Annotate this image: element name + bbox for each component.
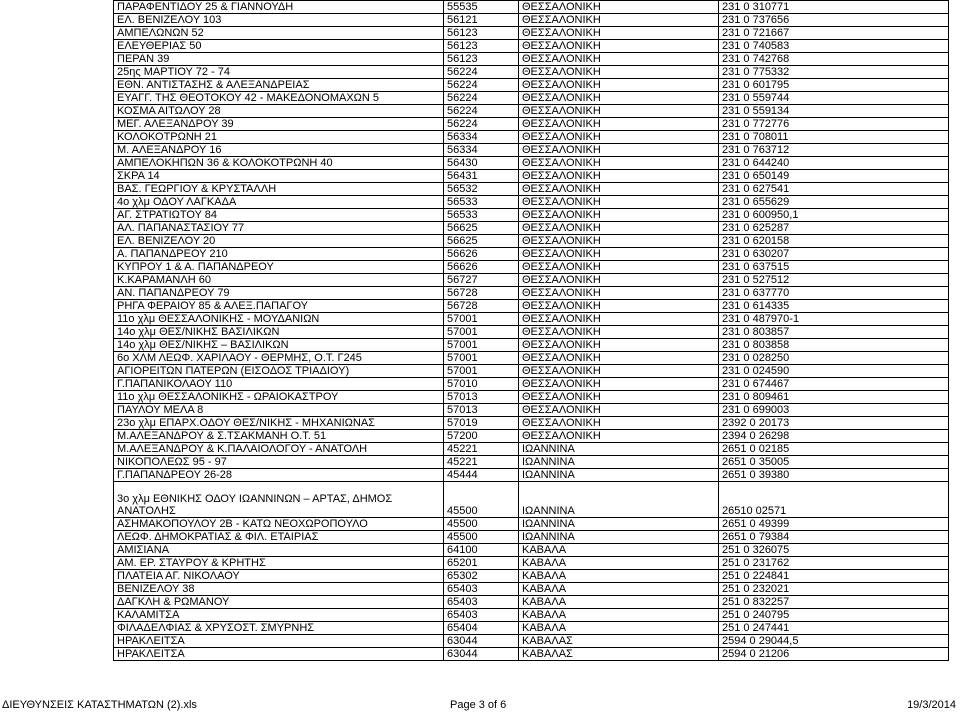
phone-cell: 251 0 832257 [719, 596, 949, 609]
postal-code-cell: 56727 [444, 274, 519, 287]
phone-cell: 231 0 809461 [719, 391, 949, 404]
address-cell: Μ.ΑΛΕΞΑΝΔΡΟΥ & Σ.ΤΣΑΚΜΑΝΗ Ο.Τ. 51 [114, 430, 444, 443]
address-cell: ΗΡΑΚΛΕΙΤΣΑ [114, 648, 444, 661]
city-cell: ΘΕΣΣΑΛΟΝΙΚΗ [519, 14, 719, 27]
city-cell: ΘΕΣΣΑΛΟΝΙΚΗ [519, 118, 719, 131]
postal-code-cell: 65404 [444, 622, 519, 635]
phone-cell: 251 0 247441 [719, 622, 949, 635]
postal-code-cell: 45444 [444, 469, 519, 482]
postal-code-cell: 56123 [444, 27, 519, 40]
phone-cell: 231 0 637770 [719, 287, 949, 300]
phone-cell: 231 0 527512 [719, 274, 949, 287]
table-row [114, 378, 949, 391]
table-row [114, 131, 949, 144]
address-cell: ΗΡΑΚΛΕΙΤΣΑ [114, 635, 444, 648]
postal-code-cell: 56430 [444, 157, 519, 170]
postal-code-cell: 57001 [444, 326, 519, 339]
address-cell: ΚΟΣΜΑ ΑΙΤΩΛΟΥ 28 [114, 105, 444, 118]
table-row [114, 482, 949, 518]
postal-code-cell: 57001 [444, 352, 519, 365]
city-cell: ΘΕΣΣΑΛΟΝΙΚΗ [519, 287, 719, 300]
footer-page-number: Page 3 of 6 [450, 699, 507, 711]
table-row [114, 596, 949, 609]
table-row [114, 261, 949, 274]
phone-cell: 231 0 772776 [719, 118, 949, 131]
address-cell: ΜΕΓ. ΑΛΕΞΑΝΔΡΟΥ 39 [114, 118, 444, 131]
footer-filename: ΔΙΕΥΘΥΝΣΕΙΣ ΚΑΤΑΣΤΗΜΑΤΩΝ (2).xls [2, 699, 197, 711]
address-cell: ΕΛ. ΒΕΝΙΖΕΛΟΥ 20 [114, 235, 444, 248]
table-row [114, 105, 949, 118]
city-cell: ΘΕΣΣΑΛΟΝΙΚΗ [519, 53, 719, 66]
postal-code-cell: 56728 [444, 287, 519, 300]
address-cell: ΣΚΡΑ 14 [114, 170, 444, 183]
city-cell: ΙΩΑΝΝΙΝΑ [519, 456, 719, 469]
city-cell: ΘΕΣΣΑΛΟΝΙΚΗ [519, 365, 719, 378]
postal-code-cell: 56224 [444, 66, 519, 79]
city-cell: ΘΕΣΣΑΛΟΝΙΚΗ [519, 27, 719, 40]
city-cell: ΘΕΣΣΑΛΟΝΙΚΗ [519, 235, 719, 248]
city-cell: ΘΕΣΣΑΛΟΝΙΚΗ [519, 209, 719, 222]
phone-cell: 231 0 699003 [719, 404, 949, 417]
phone-cell: 231 0 559134 [719, 105, 949, 118]
postal-code-cell: 57019 [444, 417, 519, 430]
table-row [114, 183, 949, 196]
phone-cell: 231 0 630207 [719, 248, 949, 261]
city-cell: ΘΕΣΣΑΛΟΝΙΚΗ [519, 274, 719, 287]
phone-cell: 231 0 674467 [719, 378, 949, 391]
table-row [114, 391, 949, 404]
table-row [114, 144, 949, 157]
table-body [114, 1, 949, 661]
address-cell: ΕΛ. ΒΕΝΙΖΕΛΟΥ 103 [114, 14, 444, 27]
address-cell: ΑΜ. ΕΡ. ΣΤΑΥΡΟΥ & ΚΡΗΤΗΣ [114, 557, 444, 570]
city-cell: ΙΩΑΝΝΙΝΑ [519, 518, 719, 531]
postal-code-cell: 57010 [444, 378, 519, 391]
phone-cell: 231 0 487970-1 [719, 313, 949, 326]
table-row [114, 404, 949, 417]
address-cell: ΠΑΥΛΟΥ ΜΕΛΑ 8 [114, 404, 444, 417]
address-cell: ΒΕΝΙΖΕΛΟΥ 38 [114, 583, 444, 596]
city-cell: ΘΕΣΣΑΛΟΝΙΚΗ [519, 183, 719, 196]
city-cell: ΙΩΑΝΝΙΝΑ [519, 469, 719, 482]
postal-code-cell: 56431 [444, 170, 519, 183]
postal-code-cell: 57001 [444, 339, 519, 352]
phone-cell: 231 0 620158 [719, 235, 949, 248]
phone-cell: 231 0 601795 [719, 79, 949, 92]
phone-cell: 2392 0 20173 [719, 417, 949, 430]
address-cell: ΚΟΛΟΚΟΤΡΩΝΗ 21 [114, 131, 444, 144]
postal-code-cell: 56334 [444, 144, 519, 157]
phone-cell: 2394 0 26298 [719, 430, 949, 443]
table-row [114, 570, 949, 583]
postal-code-cell: 65403 [444, 583, 519, 596]
city-cell: ΘΕΣΣΑΛΟΝΙΚΗ [519, 66, 719, 79]
address-cell: ΕΛΕΥΘΕΡΙΑΣ 50 [114, 40, 444, 53]
phone-cell: 251 0 232021 [719, 583, 949, 596]
address-cell: ΑΣΗΜΑΚΟΠΟΥΛΟΥ 2Β - ΚΑΤΩ ΝΕΟΧΩΡΟΠΟΥΛΟ [114, 518, 444, 531]
city-cell: ΘΕΣΣΑΛΟΝΙΚΗ [519, 430, 719, 443]
postal-code-cell: 65302 [444, 570, 519, 583]
table-row [114, 40, 949, 53]
postal-code-cell: 56224 [444, 105, 519, 118]
city-cell: ΚΑΒΑΛΑ [519, 596, 719, 609]
address-cell: ΦΙΛΑΔΕΛΦΙΑΣ & ΧΡΥΣΟΣΤ. ΣΜΥΡΝΗΣ [114, 622, 444, 635]
address-cell: Μ. ΑΛΕΞΑΝΔΡΟΥ 16 [114, 144, 444, 157]
address-cell: Γ.ΠΑΠΑΝΔΡΕΟΥ 26-28 [114, 469, 444, 482]
postal-code-cell: 45221 [444, 456, 519, 469]
table-row [114, 339, 949, 352]
phone-cell: 231 0 708011 [719, 131, 949, 144]
postal-code-cell: 56224 [444, 79, 519, 92]
address-cell: Μ.ΑΛΕΞΑΝΔΡΟΥ & Κ.ΠΑΛΑΙΟΛΟΓΟΥ - ΑΝΑΤΟΛΗ [114, 443, 444, 456]
postal-code-cell: 64100 [444, 544, 519, 557]
city-cell: ΘΕΣΣΑΛΟΝΙΚΗ [519, 222, 719, 235]
postal-code-cell: 65403 [444, 609, 519, 622]
postal-code-cell: 57013 [444, 404, 519, 417]
postal-code-cell: 56224 [444, 92, 519, 105]
phone-cell: 231 0 763712 [719, 144, 949, 157]
address-cell: 25ης ΜΑΡΤΙΟΥ 72 - 74 [114, 66, 444, 79]
table-row [114, 118, 949, 131]
phone-cell: 251 0 326075 [719, 544, 949, 557]
table-row [114, 274, 949, 287]
city-cell: ΘΕΣΣΑΛΟΝΙΚΗ [519, 248, 719, 261]
postal-code-cell: 56224 [444, 118, 519, 131]
postal-code-cell: 57001 [444, 365, 519, 378]
address-cell: ΑΜΠΕΛΟΚΗΠΩΝ 36 & ΚΟΛΟΚΟΤΡΩΝΗ 40 [114, 157, 444, 170]
address-cell: ΕΘΝ. ΑΝΤΙΣΤΑΣΗΣ & ΑΛΕΞΑΝΔΡΕΙΑΣ [114, 79, 444, 92]
phone-cell: 231 0 775332 [719, 66, 949, 79]
table-row [114, 196, 949, 209]
phone-cell: 231 0 627541 [719, 183, 949, 196]
address-cell: ΕΥΑΓΓ. ΤΗΣ ΘΕΟΤΟΚΟΥ 42 - ΜΑΚΕΔΟΝΟΜΑΧΩΝ 5 [114, 92, 444, 105]
city-cell: ΚΑΒΑΛΑ [519, 583, 719, 596]
postal-code-cell: 45221 [444, 443, 519, 456]
city-cell: ΘΕΣΣΑΛΟΝΙΚΗ [519, 105, 719, 118]
address-cell: ΚΑΛΑΜΙΤΣΑ [114, 609, 444, 622]
address-cell: ΑΜΠΕΛΩΝΩΝ 52 [114, 27, 444, 40]
city-cell: ΘΕΣΣΑΛΟΝΙΚΗ [519, 313, 719, 326]
address-cell: ΒΑΣ. ΓΕΩΡΓΙΟΥ & ΚΡΥΣΤΑΛΛΗ [114, 183, 444, 196]
table-row [114, 648, 949, 661]
table-row [114, 544, 949, 557]
city-cell: ΘΕΣΣΑΛΟΝΙΚΗ [519, 261, 719, 274]
city-cell: ΘΕΣΣΑΛΟΝΙΚΗ [519, 144, 719, 157]
address-cell: 23ο χλμ ΕΠΑΡΧ.ΟΔΟΥ ΘΕΣ/ΝΙΚΗΣ - ΜΗΧΑΝΙΩΝΑΣ [114, 417, 444, 430]
city-cell: ΘΕΣΣΑΛΟΝΙΚΗ [519, 417, 719, 430]
phone-cell: 231 0 310771 [719, 1, 949, 14]
phone-cell: 231 0 655629 [719, 196, 949, 209]
table-row [114, 248, 949, 261]
table-row [114, 326, 949, 339]
address-cell: ΚΥΠΡΟΥ 1 & Α. ΠΑΠΑΝΔΡΕΟΥ [114, 261, 444, 274]
address-cell: Κ.ΚΑΡΑΜΑΝΛΗ 60 [114, 274, 444, 287]
table-row [114, 53, 949, 66]
address-cell: ΠΛΑΤΕΙΑ ΑΓ. ΝΙΚΟΛΑΟΥ [114, 570, 444, 583]
postal-code-cell: 63044 [444, 635, 519, 648]
postal-code-cell: 56533 [444, 209, 519, 222]
address-cell: Α. ΠΑΠΑΝΔΡΕΟΥ 210 [114, 248, 444, 261]
postal-code-cell: 56532 [444, 183, 519, 196]
city-cell: ΘΕΣΣΑΛΟΝΙΚΗ [519, 40, 719, 53]
phone-cell: 251 0 240795 [719, 609, 949, 622]
table-row [114, 557, 949, 570]
table-row [114, 287, 949, 300]
address-cell: ΠΕΡΑΝ 39 [114, 53, 444, 66]
phone-cell: 2651 0 35005 [719, 456, 949, 469]
postal-code-cell: 56625 [444, 222, 519, 235]
city-cell: ΘΕΣΣΑΛΟΝΙΚΗ [519, 131, 719, 144]
postal-code-cell: 45500 [444, 531, 519, 544]
address-cell: 3ο χλμ ΕΘΝΙΚΗΣ ΟΔΟΥ ΙΩΑΝΝΙΝΩΝ – ΑΡΤΑΣ, ΔΗΜΟΣ ΑΝΑΤΟΛΗΣ [114, 482, 444, 518]
phone-cell: 2594 0 29044,5 [719, 635, 949, 648]
city-cell: ΘΕΣΣΑΛΟΝΙΚΗ [519, 391, 719, 404]
city-cell: ΙΩΑΝΝΙΝΑ [519, 531, 719, 544]
address-cell: ΑΛ. ΠΑΠΑΝΑΣΤΑΣΙΟΥ 77 [114, 222, 444, 235]
address-cell: 6ο ΧΛΜ ΛΕΩΦ. ΧΑΡΙΛΑΟΥ - ΘΕΡΜΗΣ, Ο.Τ. Γ245 [114, 352, 444, 365]
address-cell: 14ο χλμ ΘΕΣ/ΝΙΚΗΣ – ΒΑΣΙΛΙΚΩΝ [114, 339, 444, 352]
table-row [114, 417, 949, 430]
postal-code-cell: 56625 [444, 235, 519, 248]
phone-cell: 231 0 625287 [719, 222, 949, 235]
city-cell: ΚΑΒΑΛΑΣ [519, 635, 719, 648]
city-cell: ΘΕΣΣΑΛΟΝΙΚΗ [519, 1, 719, 14]
table-row [114, 635, 949, 648]
table-row [114, 79, 949, 92]
phone-cell: 231 0 600950,1 [719, 209, 949, 222]
table-row [114, 609, 949, 622]
city-cell: ΚΑΒΑΛΑ [519, 622, 719, 635]
phone-cell: 231 0 024590 [719, 365, 949, 378]
table-row [114, 583, 949, 596]
table-row [114, 456, 949, 469]
table-row [114, 352, 949, 365]
city-cell: ΘΕΣΣΑΛΟΝΙΚΗ [519, 170, 719, 183]
address-cell: ΑΜΙΣΙΑΝΑ [114, 544, 444, 557]
table-row [114, 313, 949, 326]
table-row [114, 66, 949, 79]
table-row [114, 209, 949, 222]
postal-code-cell: 63044 [444, 648, 519, 661]
phone-cell: 231 0 614335 [719, 300, 949, 313]
postal-code-cell: 57200 [444, 430, 519, 443]
city-cell: ΚΑΒΑΛΑ [519, 570, 719, 583]
phone-cell: 251 0 231762 [719, 557, 949, 570]
phone-cell: 231 0 644240 [719, 157, 949, 170]
table-row [114, 300, 949, 313]
city-cell: ΘΕΣΣΑΛΟΝΙΚΗ [519, 339, 719, 352]
table-row [114, 170, 949, 183]
table-row [114, 365, 949, 378]
address-cell: ΑΝ. ΠΑΠΑΝΔΡΕΟΥ 79 [114, 287, 444, 300]
footer-date: 19/3/2014 [907, 699, 956, 711]
phone-cell: 231 0 650149 [719, 170, 949, 183]
phone-cell: 2651 0 79384 [719, 531, 949, 544]
table-row [114, 443, 949, 456]
address-cell: ΠΑΡΑΦΕΝΤΙΔΟΥ 25 & ΓΙΑΝΝΟΥΔΗ [114, 1, 444, 14]
phone-cell: 251 0 224841 [719, 570, 949, 583]
city-cell: ΘΕΣΣΑΛΟΝΙΚΗ [519, 196, 719, 209]
phone-cell: 231 0 803857 [719, 326, 949, 339]
postal-code-cell: 55535 [444, 1, 519, 14]
table-row [114, 430, 949, 443]
address-cell: ΔΑΓΚΛΗ & ΡΩΜΑΝΟΥ [114, 596, 444, 609]
address-cell: ΝΙΚΟΠΟΛΕΩΣ 95 - 97 [114, 456, 444, 469]
address-cell: 11ο χλμ ΘΕΣΣΑΛΟΝΙΚΗΣ - ΜΟΥΔΑΝΙΩΝ [114, 313, 444, 326]
phone-cell: 2651 0 39380 [719, 469, 949, 482]
city-cell: ΚΑΒΑΛΑ [519, 557, 719, 570]
city-cell: ΚΑΒΑΛΑΣ [519, 648, 719, 661]
city-cell: ΙΩΑΝΝΙΝΑ [519, 482, 719, 518]
table-row [114, 222, 949, 235]
postal-code-cell: 56533 [444, 196, 519, 209]
address-cell: 4ο χλμ ΟΔΟΥ ΛΑΓΚΑΔΑ [114, 196, 444, 209]
postal-code-cell: 57001 [444, 313, 519, 326]
phone-cell: 231 0 721667 [719, 27, 949, 40]
phone-cell: 231 0 737656 [719, 14, 949, 27]
postal-code-cell: 56121 [444, 14, 519, 27]
phone-cell: 231 0 559744 [719, 92, 949, 105]
postal-code-cell: 56123 [444, 53, 519, 66]
table-row [114, 235, 949, 248]
store-address-table [113, 0, 949, 661]
phone-cell: 231 0 803858 [719, 339, 949, 352]
table-row [114, 622, 949, 635]
address-cell: ΑΓΙΟΡΕΙΤΩΝ ΠΑΤΕΡΩΝ (ΕΙΣΟΔΟΣ ΤΡΙΑΔΙΟΥ) [114, 365, 444, 378]
phone-cell: 26510 02571 [719, 482, 949, 518]
city-cell: ΘΕΣΣΑΛΟΝΙΚΗ [519, 378, 719, 391]
phone-cell: 231 0 637515 [719, 261, 949, 274]
phone-cell: 231 0 740583 [719, 40, 949, 53]
address-cell: ΡΗΓΑ ΦΕΡΑΙΟΥ 85 & ΑΛΕΞ.ΠΑΠΑΓΟΥ [114, 300, 444, 313]
postal-code-cell: 56123 [444, 40, 519, 53]
table-row [114, 14, 949, 27]
phone-cell: 2651 0 49399 [719, 518, 949, 531]
city-cell: ΘΕΣΣΑΛΟΝΙΚΗ [519, 79, 719, 92]
postal-code-cell: 56728 [444, 300, 519, 313]
table-row [114, 531, 949, 544]
city-cell: ΘΕΣΣΑΛΟΝΙΚΗ [519, 404, 719, 417]
table-row [114, 27, 949, 40]
postal-code-cell: 56626 [444, 248, 519, 261]
table-row [114, 1, 949, 14]
city-cell: ΚΑΒΑΛΑ [519, 544, 719, 557]
address-cell: 14ο χλμ ΘΕΣ/ΝΙΚΗΣ ΒΑΣΙΛΙΚΩΝ [114, 326, 444, 339]
city-cell: ΘΕΣΣΑΛΟΝΙΚΗ [519, 92, 719, 105]
address-cell: ΑΓ. ΣΤΡΑΤΙΩΤΟΥ 84 [114, 209, 444, 222]
phone-cell: 231 0 742768 [719, 53, 949, 66]
postal-code-cell: 56626 [444, 261, 519, 274]
postal-code-cell: 57013 [444, 391, 519, 404]
phone-cell: 231 0 028250 [719, 352, 949, 365]
city-cell: ΘΕΣΣΑΛΟΝΙΚΗ [519, 157, 719, 170]
postal-code-cell: 65403 [444, 596, 519, 609]
address-cell: Γ.ΠΑΠΑΝΙΚΟΛΑΟΥ 110 [114, 378, 444, 391]
phone-cell: 2651 0 02185 [719, 443, 949, 456]
postal-code-cell: 45500 [444, 518, 519, 531]
table-row [114, 518, 949, 531]
city-cell: ΘΕΣΣΑΛΟΝΙΚΗ [519, 326, 719, 339]
table-row [114, 157, 949, 170]
city-cell: ΚΑΒΑΛΑ [519, 609, 719, 622]
city-cell: ΘΕΣΣΑΛΟΝΙΚΗ [519, 300, 719, 313]
postal-code-cell: 56334 [444, 131, 519, 144]
phone-cell: 2594 0 21206 [719, 648, 949, 661]
postal-code-cell: 65201 [444, 557, 519, 570]
table-row [114, 469, 949, 482]
city-cell: ΘΕΣΣΑΛΟΝΙΚΗ [519, 352, 719, 365]
address-cell: 11ο χλμ ΘΕΣΣΑΛΟΝΙΚΗΣ - ΩΡΑΙΟΚΑΣΤΡΟΥ [114, 391, 444, 404]
city-cell: ΙΩΑΝΝΙΝΑ [519, 443, 719, 456]
table-row [114, 92, 949, 105]
postal-code-cell: 45500 [444, 482, 519, 518]
address-cell: ΛΕΩΦ. ΔΗΜΟΚΡΑΤΙΑΣ & ΦΙΛ. ΕΤΑΙΡΙΑΣ [114, 531, 444, 544]
